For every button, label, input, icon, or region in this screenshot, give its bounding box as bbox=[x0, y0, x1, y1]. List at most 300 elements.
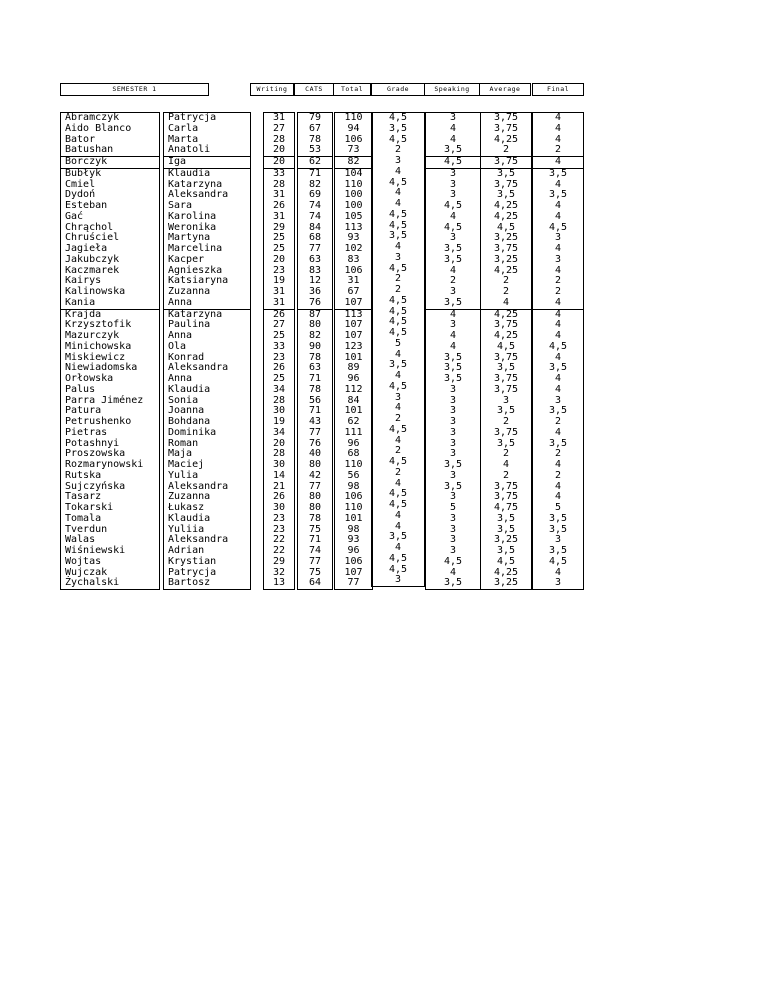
average-cell: 3,5 bbox=[496, 405, 516, 417]
average-cell: 4,25 bbox=[493, 264, 519, 276]
grade-cell: 4 bbox=[394, 370, 402, 381]
total-cell: 84 bbox=[347, 394, 360, 406]
name-cell: Aleksandra bbox=[168, 362, 229, 374]
average-cell: 4,75 bbox=[493, 502, 519, 513]
cats-cell: 36 bbox=[308, 286, 322, 297]
name-cell: Konrad bbox=[168, 351, 205, 363]
cats-cell: 80 bbox=[308, 319, 322, 331]
final-cell: 4,5 bbox=[548, 555, 568, 567]
average-cell: 4,25 bbox=[493, 308, 519, 320]
grade-cell: 4,5 bbox=[388, 112, 408, 123]
name-cell: Joanna bbox=[168, 405, 205, 417]
total-cell: 98 bbox=[347, 480, 360, 492]
writing-cell: 27 bbox=[272, 122, 286, 134]
final-cell: 3 bbox=[554, 253, 562, 265]
surname-cell: Krajda bbox=[65, 308, 102, 320]
writing-cell: 26 bbox=[272, 491, 286, 503]
writing-cell: 20 bbox=[264, 157, 294, 169]
cats-cell: 78 bbox=[308, 383, 322, 395]
average-cell: 4,25 bbox=[493, 200, 519, 211]
speaking-cell: 4 bbox=[449, 133, 457, 145]
writing-cell: 25 bbox=[272, 232, 286, 244]
surname-cell: Tasarz bbox=[65, 491, 102, 503]
surname-cell: Kania bbox=[61, 298, 159, 310]
speaking-cell: 4 bbox=[449, 210, 457, 222]
grade-cell: 4 bbox=[394, 187, 402, 199]
writing-cell: 23 bbox=[272, 512, 286, 524]
grade-cell: 3,5 bbox=[388, 230, 408, 242]
cats-cell: 71 bbox=[308, 373, 322, 384]
average-cell: 3,75 bbox=[493, 112, 519, 123]
total-cell: 94 bbox=[347, 122, 360, 134]
name-cell: Bartosz bbox=[168, 577, 211, 589]
speaking-cell: 3 bbox=[449, 319, 457, 331]
surname-cell: Krzysztofik bbox=[65, 319, 132, 331]
grade-cell: 4 bbox=[394, 542, 402, 553]
grade-cell: 4 bbox=[394, 241, 402, 252]
surname-column bbox=[60, 112, 160, 590]
cats-cell: 77 bbox=[308, 555, 322, 567]
surname-cell: Pietras bbox=[65, 426, 108, 438]
total-cell: 73 bbox=[335, 145, 372, 157]
final-cell: 3,5 bbox=[548, 512, 568, 524]
total-cell: 62 bbox=[347, 416, 360, 427]
final-cell: 4,5 bbox=[548, 221, 568, 233]
final-cell: 3,5 bbox=[548, 362, 568, 374]
final-cell: 4,5 bbox=[548, 340, 568, 352]
surname-cell: Rozmarynowski bbox=[65, 459, 144, 470]
cats-cell: 78 bbox=[308, 512, 322, 524]
surname-cell: Wujczak bbox=[65, 566, 108, 578]
grade-cell: 3,5 bbox=[388, 122, 408, 134]
grade-cell: 4,5 bbox=[388, 380, 408, 392]
speaking-cell: 3 bbox=[449, 112, 457, 123]
header-average: Average bbox=[479, 83, 531, 96]
speaking-cell: 3,5 bbox=[443, 362, 463, 374]
header-speaking: Speaking bbox=[424, 83, 480, 96]
name-cell: Patrycja bbox=[168, 566, 217, 578]
name-cell: Aleksandra bbox=[168, 480, 229, 492]
surname-cell: Borczyk bbox=[61, 157, 159, 169]
cats-cell: 76 bbox=[298, 298, 332, 310]
final-cell: 4 bbox=[554, 383, 562, 395]
cats-cell: 53 bbox=[298, 145, 332, 157]
writing-cell: 23 bbox=[272, 351, 286, 363]
average-column bbox=[480, 112, 532, 590]
final-cell: 4 bbox=[554, 243, 562, 254]
average-cell: 3,75 bbox=[493, 122, 519, 134]
writing-cell: 19 bbox=[272, 416, 286, 427]
surname-cell: Chruściel bbox=[65, 232, 120, 244]
writing-cell: 26 bbox=[272, 200, 286, 211]
header-final: Final bbox=[532, 83, 584, 96]
name-cell: Paulina bbox=[168, 319, 211, 331]
average-cell: 4,25 bbox=[493, 566, 519, 578]
name-cell: Iga bbox=[164, 157, 250, 169]
speaking-cell: 4 bbox=[449, 330, 457, 341]
name-cell: Carla bbox=[168, 122, 199, 134]
writing-cell: 23 bbox=[272, 523, 286, 535]
name-cell: Yulia bbox=[168, 469, 199, 481]
writing-cell: 31 bbox=[272, 189, 286, 201]
average-cell: 3,25 bbox=[493, 577, 519, 589]
speaking-cell: 3 bbox=[449, 469, 457, 481]
surname-cell: Bator bbox=[65, 133, 96, 145]
writing-cell: 20 bbox=[272, 253, 286, 265]
writing-cell: 33 bbox=[272, 167, 286, 179]
surname-cell: Gać bbox=[65, 210, 84, 222]
name-cell: Dominika bbox=[168, 426, 217, 438]
surname-cell: Mazurczyk bbox=[65, 330, 120, 341]
grade-cell: 4,5 bbox=[388, 563, 408, 575]
speaking-cell: 3,5 bbox=[443, 459, 463, 470]
speaking-cell: 3 bbox=[449, 491, 457, 503]
name-cell: Ola bbox=[168, 340, 187, 352]
cats-cell: 76 bbox=[308, 437, 322, 449]
speaking-cell: 3 bbox=[449, 232, 457, 244]
final-cell: 4 bbox=[554, 308, 562, 320]
speaking-cell: 4 bbox=[449, 264, 457, 276]
cats-cell: 75 bbox=[308, 566, 322, 578]
average-cell: 3,75 bbox=[493, 383, 519, 395]
speaking-cell: 3,5 bbox=[426, 145, 480, 157]
speaking-column bbox=[425, 112, 481, 590]
total-cell: 107 bbox=[344, 330, 363, 341]
total-cell: 96 bbox=[347, 437, 360, 449]
final-cell: 5 bbox=[554, 502, 562, 513]
writing-cell: 32 bbox=[272, 566, 286, 578]
name-cell: Krystian bbox=[168, 555, 217, 567]
name-cell: Kacper bbox=[168, 253, 205, 265]
writing-cell: 14 bbox=[272, 469, 286, 481]
grade-cell: 3,5 bbox=[388, 531, 408, 543]
surname-cell: Tomala bbox=[65, 512, 102, 524]
final-cell: 4 bbox=[533, 298, 583, 310]
total-cell: 104 bbox=[344, 167, 363, 179]
average-cell: 3,75 bbox=[493, 178, 519, 190]
final-cell: 4 bbox=[533, 157, 583, 169]
average-cell: 2 bbox=[481, 145, 531, 157]
total-cell: 106 bbox=[344, 491, 363, 503]
final-cell: 4 bbox=[554, 480, 562, 492]
final-cell: 3 bbox=[554, 394, 562, 406]
cats-cell: 64 bbox=[308, 577, 322, 589]
grade-cell: 2 bbox=[394, 273, 402, 285]
average-cell: 2 bbox=[502, 416, 510, 427]
cats-cell: 43 bbox=[308, 416, 322, 427]
average-cell: 3,5 bbox=[496, 167, 516, 179]
final-cell: 2 bbox=[554, 448, 562, 460]
writing-cell: 28 bbox=[272, 133, 286, 145]
final-cell: 3,5 bbox=[548, 523, 568, 535]
grade-cell: 4,5 bbox=[388, 262, 408, 274]
grade-cell: 4,5 bbox=[388, 316, 408, 328]
writing-cell: 26 bbox=[272, 308, 286, 320]
total-cell: 100 bbox=[344, 189, 363, 201]
total-cell: 56 bbox=[347, 469, 360, 481]
speaking-cell: 3,5 bbox=[443, 243, 463, 254]
writing-cell: 31 bbox=[272, 112, 286, 123]
average-cell: 3,75 bbox=[493, 351, 519, 363]
total-cell: 100 bbox=[344, 200, 363, 211]
final-cell: 4 bbox=[554, 459, 562, 470]
final-cell: 4 bbox=[554, 122, 562, 134]
average-cell: 3,5 bbox=[496, 189, 516, 201]
cats-cell: 77 bbox=[308, 243, 322, 254]
grade-cell: 4 bbox=[394, 198, 402, 209]
speaking-cell: 4,5 bbox=[426, 157, 480, 169]
total-cell: 31 bbox=[347, 275, 360, 287]
speaking-cell: 3 bbox=[449, 178, 457, 190]
name-cell: Aleksandra bbox=[168, 534, 229, 546]
final-cell: 2 bbox=[554, 286, 562, 297]
grade-cell: 3 bbox=[394, 391, 402, 403]
grade-cell: 4,5 bbox=[388, 219, 408, 231]
cats-cell: 80 bbox=[308, 459, 322, 470]
average-cell: 3,75 bbox=[493, 373, 519, 384]
final-cell: 4 bbox=[554, 330, 562, 341]
average-cell: 2 bbox=[502, 469, 510, 481]
total-cell: 123 bbox=[344, 340, 363, 352]
cats-cell: 12 bbox=[308, 275, 322, 287]
surname-cell: Walas bbox=[65, 534, 96, 546]
speaking-cell: 3 bbox=[449, 405, 457, 417]
cats-cell: 74 bbox=[308, 210, 322, 222]
speaking-cell: 4,5 bbox=[443, 555, 463, 567]
speaking-cell: 3 bbox=[449, 383, 457, 395]
name-cell: Bohdana bbox=[168, 416, 211, 427]
grade-cell: 3,5 bbox=[388, 359, 408, 371]
writing-cell: 29 bbox=[272, 555, 286, 567]
writing-cell: 27 bbox=[272, 319, 286, 331]
name-column bbox=[163, 112, 251, 590]
average-cell: 3,5 bbox=[496, 512, 516, 524]
writing-cell: 28 bbox=[272, 448, 286, 460]
final-cell: 3 bbox=[554, 232, 562, 244]
header-writing: Writing bbox=[250, 83, 294, 96]
speaking-cell: 4 bbox=[449, 340, 457, 352]
average-cell: 3,75 bbox=[493, 319, 519, 331]
grade-cell: 4,5 bbox=[388, 423, 408, 435]
name-cell: Anna bbox=[168, 373, 193, 384]
speaking-cell: 3,5 bbox=[443, 480, 463, 492]
surname-cell: Bubłyk bbox=[65, 167, 102, 179]
surname-cell: Jakubczyk bbox=[65, 253, 120, 265]
name-cell: Klaudia bbox=[168, 512, 211, 524]
grade-cell: 4,5 bbox=[388, 176, 408, 188]
grade-cell: 4 bbox=[394, 348, 402, 360]
total-cell: 107 bbox=[335, 298, 372, 310]
grade-cell: 4,5 bbox=[388, 456, 408, 467]
header-total: Total bbox=[333, 83, 371, 96]
speaking-cell: 2 bbox=[449, 275, 457, 287]
final-cell: 3 bbox=[554, 534, 562, 546]
average-cell: 3,5 bbox=[496, 362, 516, 374]
cats-cell: 42 bbox=[308, 469, 322, 481]
average-cell: 3,25 bbox=[493, 253, 519, 265]
grade-cell: 4,5 bbox=[388, 488, 408, 500]
cats-cell: 77 bbox=[308, 480, 322, 492]
writing-cell: 30 bbox=[272, 405, 286, 417]
average-cell: 3,75 bbox=[493, 243, 519, 254]
name-cell: Anna bbox=[168, 330, 193, 341]
name-cell: Katarzyna bbox=[168, 308, 223, 320]
grade-cell: 4,5 bbox=[388, 499, 408, 510]
speaking-cell: 4 bbox=[449, 308, 457, 320]
name-cell: Katsiaryna bbox=[168, 275, 229, 287]
cats-cell: 69 bbox=[308, 189, 322, 201]
grade-cell: 4,5 bbox=[388, 294, 408, 306]
final-cell: 3 bbox=[554, 577, 562, 589]
cats-cell: 82 bbox=[308, 178, 322, 190]
grade-cell: 3 bbox=[394, 155, 402, 166]
total-cell: 110 bbox=[344, 178, 363, 190]
final-cell: 4 bbox=[554, 319, 562, 331]
writing-cell: 33 bbox=[272, 340, 286, 352]
final-cell: 2 bbox=[554, 469, 562, 481]
final-cell: 4 bbox=[554, 112, 562, 123]
average-cell: 3,5 bbox=[496, 437, 516, 449]
speaking-cell: 3,5 bbox=[443, 253, 463, 265]
speaking-cell: 3,5 bbox=[443, 373, 463, 384]
total-cell: 106 bbox=[344, 264, 363, 276]
cats-cell: 56 bbox=[308, 394, 322, 406]
surname-cell: Parra Jiménez bbox=[65, 394, 144, 406]
speaking-cell: 3 bbox=[449, 437, 457, 449]
cats-cell: 40 bbox=[308, 448, 322, 460]
writing-cell: 21 bbox=[272, 480, 286, 492]
cats-cell: 68 bbox=[308, 232, 322, 244]
final-cell: 4 bbox=[554, 200, 562, 211]
cats-cell: 83 bbox=[308, 264, 322, 276]
cats-cell: 71 bbox=[308, 167, 322, 179]
final-cell: 3,5 bbox=[548, 189, 568, 201]
speaking-cell: 3 bbox=[449, 534, 457, 546]
writing-cell: 13 bbox=[272, 577, 286, 589]
final-cell: 3,5 bbox=[548, 167, 568, 179]
total-cell: 110 bbox=[344, 502, 363, 513]
total-cell: 68 bbox=[347, 448, 360, 460]
name-cell: Patrycja bbox=[168, 112, 217, 123]
surname-cell: Minichowska bbox=[65, 340, 132, 352]
cats-cell: 71 bbox=[308, 534, 322, 546]
writing-cell: 25 bbox=[272, 373, 286, 384]
average-cell: 2 bbox=[502, 286, 510, 297]
writing-column bbox=[263, 112, 295, 590]
writing-cell: 34 bbox=[272, 426, 286, 438]
grade-cell: 4 bbox=[394, 477, 402, 489]
writing-cell: 23 bbox=[272, 264, 286, 276]
total-cell: 113 bbox=[344, 221, 363, 233]
average-cell: 3,25 bbox=[493, 534, 519, 546]
writing-cell: 28 bbox=[272, 394, 286, 406]
total-cell: 107 bbox=[344, 566, 363, 578]
total-column bbox=[334, 112, 373, 590]
cats-cell: 74 bbox=[308, 545, 322, 556]
average-cell: 3,75 bbox=[493, 491, 519, 503]
name-cell: Marta bbox=[168, 133, 199, 145]
grade-cell: 4,5 bbox=[388, 305, 408, 317]
name-cell: Sonia bbox=[168, 394, 199, 406]
writing-cell: 31 bbox=[272, 286, 286, 297]
surname-cell: Kairys bbox=[65, 275, 102, 287]
speaking-cell: 3,5 bbox=[443, 351, 463, 363]
surname-cell: Esteban bbox=[65, 200, 108, 211]
grade-cell: 4,5 bbox=[388, 208, 408, 220]
total-cell: 98 bbox=[347, 523, 360, 535]
grade-cell: 3 bbox=[394, 251, 402, 263]
writing-cell: 22 bbox=[272, 545, 286, 556]
name-cell: Zuzanna bbox=[168, 286, 211, 297]
grade-cell: 3 bbox=[394, 574, 402, 586]
surname-cell: Kalinowska bbox=[65, 286, 126, 297]
grade-cell: 4 bbox=[394, 509, 402, 521]
average-cell: 4,5 bbox=[496, 221, 516, 233]
grade-cell: 2 bbox=[394, 445, 402, 457]
name-cell: Weronika bbox=[168, 221, 217, 233]
grade-cell: 2 bbox=[394, 284, 402, 295]
total-cell: 96 bbox=[347, 545, 360, 556]
total-cell: 113 bbox=[344, 308, 363, 320]
total-cell: 106 bbox=[344, 555, 363, 567]
grade-cell: 4 bbox=[394, 165, 402, 177]
name-cell: Agnieszka bbox=[168, 264, 223, 276]
average-cell: 3,75 bbox=[493, 480, 519, 492]
surname-cell: Wiśniewski bbox=[65, 545, 126, 556]
total-cell: 93 bbox=[347, 534, 360, 546]
name-cell: Karolina bbox=[168, 210, 217, 222]
writing-cell: 30 bbox=[272, 502, 286, 513]
speaking-cell: 3 bbox=[449, 394, 457, 406]
average-cell: 3 bbox=[502, 394, 510, 406]
surname-cell: Cmiel bbox=[65, 178, 96, 190]
cats-column bbox=[297, 112, 333, 590]
speaking-cell: 3 bbox=[449, 167, 457, 179]
writing-cell: 31 bbox=[272, 210, 286, 222]
final-cell: 2 bbox=[554, 275, 562, 287]
writing-cell: 26 bbox=[272, 362, 286, 374]
surname-cell: Jagieła bbox=[65, 243, 108, 254]
speaking-cell: 3 bbox=[449, 545, 457, 556]
surname-cell: Kaczmarek bbox=[65, 264, 120, 276]
surname-cell: Dydoń bbox=[65, 189, 96, 201]
name-cell: Roman bbox=[168, 437, 199, 449]
total-cell: 102 bbox=[344, 243, 363, 254]
writing-cell: 22 bbox=[272, 534, 286, 546]
speaking-cell: 3 bbox=[449, 448, 457, 460]
surname-cell: Aido Blanco bbox=[65, 122, 132, 134]
average-cell: 4 bbox=[481, 298, 531, 310]
total-cell: 110 bbox=[344, 112, 363, 123]
name-cell: Aleksandra bbox=[168, 189, 229, 201]
grade-cell: 4 bbox=[394, 402, 402, 414]
total-cell: 77 bbox=[347, 577, 360, 589]
average-cell: 3,25 bbox=[493, 232, 519, 244]
name-cell: Klaudia bbox=[168, 167, 211, 179]
final-cell: 4 bbox=[554, 351, 562, 363]
speaking-cell: 4,5 bbox=[443, 200, 463, 211]
surname-cell: Sujczyńska bbox=[65, 480, 126, 492]
cats-cell: 75 bbox=[308, 523, 322, 535]
average-cell: 3,5 bbox=[496, 523, 516, 535]
grade-cell: 4 bbox=[394, 520, 402, 532]
cats-cell: 63 bbox=[308, 253, 322, 265]
surname-cell: Tokarski bbox=[65, 502, 114, 513]
surname-cell: Patura bbox=[65, 405, 102, 417]
writing-cell: 28 bbox=[272, 178, 286, 190]
cats-cell: 80 bbox=[308, 502, 322, 513]
name-cell: Marcelina bbox=[168, 243, 223, 254]
